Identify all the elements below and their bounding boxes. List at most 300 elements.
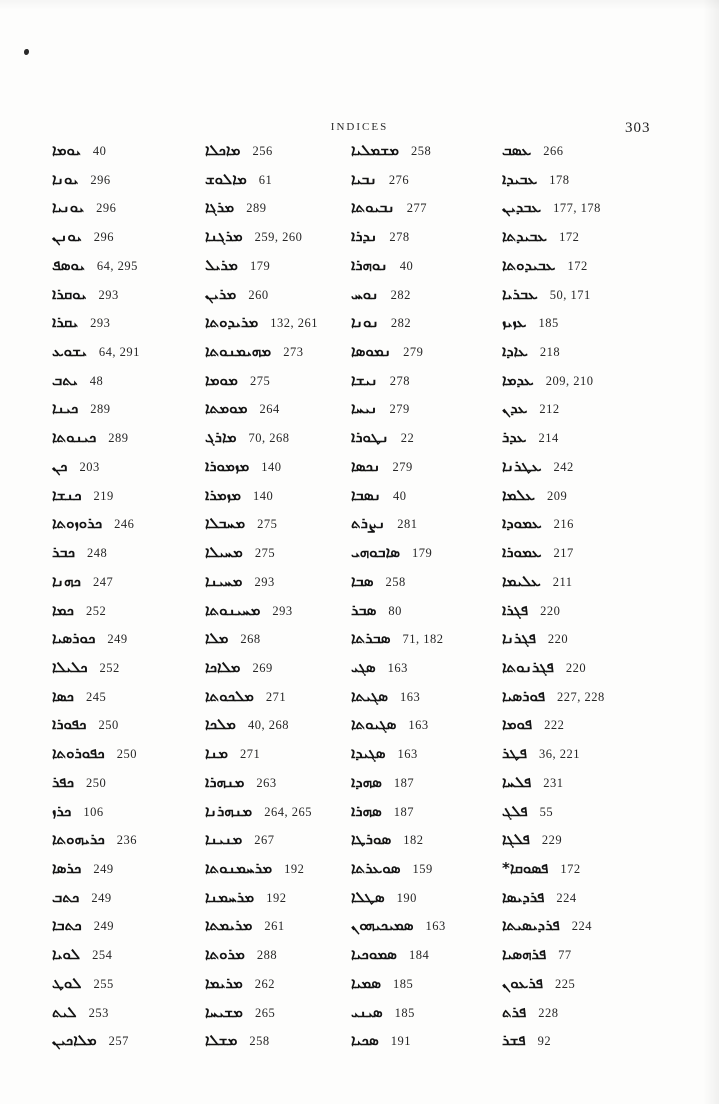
index-entry <box>52 313 202 342</box>
index-entry <box>205 486 353 515</box>
syriac-word: ܢܨܪܬ <box>351 514 386 533</box>
page-refs: 228 <box>538 1005 559 1020</box>
index-entry <box>205 371 353 400</box>
syriac-word: ܡܐܠܘܫ <box>205 169 247 188</box>
page-refs: 48 <box>89 373 104 388</box>
syriac-word: ܡܢܗܪܐ <box>205 772 245 791</box>
syriac-word: ܝܫܘܥ <box>52 342 87 361</box>
index-entry <box>351 658 499 687</box>
page-refs: 163 <box>408 718 429 733</box>
page-refs: 209, 210 <box>545 373 594 388</box>
page-refs: 224 <box>571 919 592 934</box>
syriac-word: ܝܘܢܢ <box>52 227 82 246</box>
syriac-word: ܦܪܬ <box>502 1002 527 1021</box>
page-refs: 220 <box>540 603 561 618</box>
syriac-word: ܢܘܚ <box>351 284 379 303</box>
page-refs: 224 <box>556 890 577 905</box>
syriac-word: ܟܬܒ <box>52 887 80 906</box>
page-refs: 265 <box>254 1005 276 1020</box>
index-entry <box>52 170 202 199</box>
syriac-word: ܥܠܡܐ <box>502 485 536 504</box>
syriac-word: ܥܙܝܙ <box>502 313 527 332</box>
syriac-word: ܢܟܣܐ <box>351 456 381 475</box>
syriac-word: ܦܓܪܐ <box>502 600 529 619</box>
page-refs: 245 <box>85 689 107 704</box>
index-entry <box>52 141 202 170</box>
syriac-word: ܡܘܡܬܐ <box>205 399 248 418</box>
page-refs: 185 <box>394 1005 415 1020</box>
page-refs: 289 <box>90 402 111 417</box>
index-entry <box>205 313 353 342</box>
page-refs: 192 <box>284 861 305 876</box>
index-entry <box>205 543 353 572</box>
syriac-word: ܣܗܕܐ <box>351 772 382 791</box>
page-refs: 163 <box>397 747 418 762</box>
syriac-word: ܣܓܝܕܐ <box>351 744 386 763</box>
syriac-word: ܡܪܘܬܐ <box>205 945 245 964</box>
syriac-word: ܢܝܚܐ <box>351 399 378 418</box>
index-entry <box>351 428 499 457</box>
index-entry <box>52 198 202 227</box>
index-entry <box>502 916 672 945</box>
index-entry <box>52 572 202 601</box>
index-column-2 <box>205 141 353 1060</box>
index-entry <box>52 543 202 572</box>
page-refs: 258 <box>249 1034 270 1049</box>
syriac-word: ܦܪܥܘܢ <box>502 973 543 992</box>
index-entry <box>52 859 202 888</box>
page-refs: 220 <box>547 632 569 647</box>
page-refs: 266 <box>543 144 564 158</box>
page-refs: 252 <box>85 603 107 618</box>
index-entry <box>502 285 672 314</box>
syriac-word: ܟܘܪܣܝܐ <box>52 629 96 648</box>
syriac-word: ܡܚܝܢܘܬܐ <box>205 600 261 619</box>
index-entry <box>502 342 672 371</box>
page-refs: 203 <box>79 459 100 474</box>
page-refs: 293 <box>254 574 275 589</box>
syriac-word: ܡܠܟܘܬܐ <box>205 686 254 705</box>
page-refs: 163 <box>425 919 446 934</box>
syriac-word: ܟܢܫܐ <box>52 485 82 504</box>
page-refs: 214 <box>538 431 559 446</box>
index-entry <box>351 198 499 227</box>
scan-edge-shading-top <box>0 0 719 10</box>
page-refs: 222 <box>544 718 565 733</box>
page-refs: 220 <box>565 660 587 675</box>
index-entry <box>205 974 353 1003</box>
syriac-word: ܣܡܝܟܝܗܘܢ <box>351 916 414 935</box>
syriac-word: ܥܒܕܝܢ <box>502 198 542 217</box>
page-refs: 36, 221 <box>538 747 580 762</box>
index-entry <box>502 945 672 974</box>
page-refs: 289 <box>108 431 129 446</box>
page-refs: 163 <box>400 689 421 704</box>
index-entry <box>205 1003 353 1032</box>
index-entry <box>52 888 202 917</box>
index-entry <box>205 256 353 285</box>
index-entry <box>205 428 353 457</box>
syriac-word: ܟܪܙ <box>52 801 72 820</box>
page-number: 303 <box>625 120 651 136</box>
syriac-word: ܣܒܐ <box>351 571 374 590</box>
index-entry <box>351 1003 499 1032</box>
index-entry <box>205 629 353 658</box>
page-refs: 40 <box>92 144 107 158</box>
syriac-word: ܣܛܠܐ <box>351 887 385 906</box>
page-refs: 279 <box>392 459 413 474</box>
page-refs: 268 <box>240 632 261 647</box>
syriac-word: ܣܒܪܬܐ <box>351 629 391 648</box>
page-refs: 261 <box>264 919 285 934</box>
syriac-word: ܡܪܝܡܬܐ <box>205 916 253 935</box>
index-entry <box>205 514 353 543</box>
syriac-word: ܣܡܘܟܝܐ <box>351 945 397 964</box>
page-refs: 192 <box>266 890 287 905</box>
page-refs: 55 <box>539 804 554 819</box>
index-entry <box>351 916 499 945</box>
page-refs: 190 <box>396 890 417 905</box>
index-entry <box>351 572 499 601</box>
page-refs: 271 <box>265 689 287 704</box>
index-entry <box>502 658 672 687</box>
index-entry <box>502 888 672 917</box>
page-refs: 187 <box>393 804 415 819</box>
page-refs: 40, 268 <box>247 718 289 733</box>
syriac-word: ܟܪܣܐ <box>52 858 82 877</box>
index-entry <box>502 744 672 773</box>
index-entry <box>502 715 672 744</box>
syriac-word: ܝܘܢܐ <box>52 169 79 188</box>
syriac-word: ܥܒܝܕܐ <box>502 169 538 188</box>
index-entry <box>52 601 202 630</box>
page-refs: 273 <box>283 345 304 360</box>
page-refs: 22 <box>400 431 415 446</box>
syriac-word: ܦܛܪ <box>502 744 527 763</box>
syriac-word: ܟܪܝܗܘܬܐ <box>52 830 105 849</box>
index-entry <box>502 371 672 400</box>
syriac-word: ܥܒܝܕܬܐ <box>502 227 548 246</box>
syriac-word: ܝܩܪܐ <box>52 313 79 332</box>
index-entry <box>52 715 202 744</box>
syriac-word: ܣܒܪ <box>351 600 377 619</box>
index-entry <box>351 830 499 859</box>
syriac-word: ܥܐܕܐ <box>502 342 528 361</box>
page-title: INDICES <box>330 121 389 133</box>
page-refs: 172 <box>567 258 588 273</box>
syriac-word: ܢܛܘܪܐ <box>351 428 389 447</box>
page-refs: 236 <box>116 833 138 848</box>
index-entry <box>52 629 202 658</box>
syriac-word: ܦܪܗܣܝܐ <box>502 945 547 964</box>
index-entry <box>351 802 499 831</box>
page-refs: 278 <box>389 230 410 245</box>
index-entry <box>52 744 202 773</box>
index-entry <box>205 285 353 314</box>
syriac-word: ܡܪܓܢܐ <box>205 227 243 246</box>
index-entry <box>52 486 202 515</box>
syriac-word: ܟܢ <box>52 456 68 475</box>
syriac-word: ܡܙܡܘܪܐ <box>205 456 250 475</box>
index-column-1 <box>52 141 202 1060</box>
index-entry <box>502 1003 672 1032</box>
index-entry <box>205 658 353 687</box>
index-entry <box>351 256 499 285</box>
page-refs: 227, 228 <box>557 689 605 704</box>
syriac-word: ܣܘܥܪܬܐ <box>351 858 401 877</box>
syriac-word: ܠܘܛ <box>52 973 82 992</box>
index-entry <box>52 830 202 859</box>
syriac-word: ܣܗܪܐ <box>351 801 382 820</box>
index-entry <box>502 514 672 543</box>
page-refs: 92 <box>537 1034 552 1049</box>
page-refs: 70, 268 <box>248 431 290 446</box>
syriac-word: ܡܢܐ <box>205 744 229 763</box>
syriac-word: ܠܝܬ <box>52 1002 77 1021</box>
page-refs: 187 <box>393 775 415 790</box>
page-refs: 249 <box>93 919 114 934</box>
page-refs: 257 <box>108 1034 129 1049</box>
index-entry <box>502 572 672 601</box>
index-entry <box>351 486 499 515</box>
syriac-word: ܡܪܚܡܢܐ <box>205 887 255 906</box>
index-entry <box>205 1031 353 1060</box>
syriac-word: ܡܚܝܢܐ <box>205 571 243 590</box>
index-entry <box>52 514 202 543</box>
page-refs: 40 <box>399 258 414 273</box>
syriac-word: ܥܒܝܕܘܬܐ <box>502 255 556 274</box>
page-refs: 296 <box>93 230 114 245</box>
syriac-word: ܣܡܝܐ <box>351 973 382 992</box>
page-refs: 282 <box>390 287 411 302</box>
index-entry <box>351 744 499 773</box>
page-refs: 61 <box>258 172 273 187</box>
index-entry <box>351 170 499 199</box>
index-entry <box>502 859 672 888</box>
syriac-word: ܦܘܪܣܝܐ <box>502 686 546 705</box>
page-refs: 246 <box>114 517 135 532</box>
index-entry <box>205 830 353 859</box>
page-refs: 229 <box>541 833 563 848</box>
page-refs: 140 <box>253 488 274 503</box>
index-entry <box>502 687 672 716</box>
page-refs: 247 <box>92 574 114 589</box>
page-refs: 106 <box>83 804 104 819</box>
page-refs: 293 <box>272 603 293 618</box>
syriac-word: ܡܙܡܪܐ <box>205 485 242 504</box>
page-refs: 250 <box>116 747 137 762</box>
index-entry <box>502 256 672 285</box>
syriac-word: ܝܬܒ <box>52 370 78 389</box>
syriac-word: ܟܦܘܪܐ <box>52 715 87 734</box>
index-entry <box>502 227 672 256</box>
page-refs: 256 <box>252 144 273 158</box>
index-entry <box>502 457 672 486</box>
syriac-word: ܟܣܐ <box>52 686 74 705</box>
index-entry <box>52 687 202 716</box>
page-refs: 259, 260 <box>254 230 303 245</box>
syriac-word: ܡܐܪܓ <box>205 428 237 447</box>
index-entry <box>502 802 672 831</box>
syriac-word: ܢܒܝܐ <box>351 169 377 188</box>
page-refs: 264 <box>259 402 280 417</box>
index-entry <box>502 428 672 457</box>
page-refs: 216 <box>553 517 574 532</box>
page-refs: 255 <box>93 976 114 991</box>
syriac-word: ܟܝܢܘܬܐ <box>52 428 97 447</box>
syriac-word: ܥܠܝܡܐ <box>502 571 541 590</box>
index-entry <box>351 141 499 170</box>
index-entry <box>351 543 499 572</box>
index-entry <box>502 170 672 199</box>
index-entry <box>351 227 499 256</box>
page-refs: 179 <box>249 258 271 273</box>
page-refs: 293 <box>98 287 119 302</box>
page-refs: 80 <box>388 603 402 618</box>
syriac-word: ܡܢܗܪܢܐ <box>205 801 253 820</box>
syriac-word: ܥܕܡܐ <box>502 370 534 389</box>
page-refs: 249 <box>91 890 112 905</box>
syriac-word: ܢܘܢܐ <box>351 313 379 332</box>
page-refs: 40 <box>392 488 407 503</box>
index-entry <box>502 974 672 1003</box>
syriac-word: ܢܡܘܣܐ <box>351 342 392 361</box>
index-column-3 <box>351 141 499 1060</box>
index-entry <box>351 715 499 744</box>
index-entry <box>52 945 202 974</box>
index-entry <box>52 399 202 428</box>
index-entry <box>351 773 499 802</box>
page-refs: 218 <box>539 345 561 360</box>
syriac-word: ܥܣܒ <box>502 141 532 159</box>
page-refs: 264, 265 <box>264 804 312 819</box>
page-refs: 250 <box>86 775 107 790</box>
page-refs: 249 <box>107 632 128 647</box>
syriac-word: ܦܠܚܐ <box>502 772 532 791</box>
index-entry <box>351 514 499 543</box>
syriac-word: ܡܢܝܢܐ <box>205 830 243 849</box>
index-entry <box>52 974 202 1003</box>
syriac-word: ܡܪܝܕܘܬܐ <box>205 313 259 332</box>
index-entry <box>52 1031 202 1060</box>
index-entry <box>351 342 499 371</box>
index-entry <box>205 859 353 888</box>
index-entry <box>502 543 672 572</box>
page-refs: 289 <box>246 201 267 216</box>
page-refs: 217 <box>553 546 574 561</box>
index-entry <box>351 399 499 428</box>
index-entry <box>205 916 353 945</box>
index-entry <box>205 715 353 744</box>
page-refs: 253 <box>88 1005 109 1020</box>
syriac-word: ܡܚܒܠܐ <box>205 514 246 533</box>
syriac-word: ܣܟܝܐ <box>351 1031 379 1050</box>
index-entry <box>205 399 353 428</box>
syriac-word: ܡܪܚܡܢܘܬܐ <box>205 858 273 877</box>
index-entry <box>502 313 672 342</box>
scan-edge-shading-right <box>703 0 719 1104</box>
page-refs: 242 <box>553 459 574 474</box>
index-entry <box>502 601 672 630</box>
index-entry <box>52 428 202 457</box>
syriac-word: ܦܫܪ <box>502 1031 526 1050</box>
page-refs: 249 <box>93 861 114 876</box>
index-entry <box>502 198 672 227</box>
syriac-word: ܦܓܪܢܐ <box>502 629 536 648</box>
syriac-word: ܝܘܡܐ <box>52 141 81 159</box>
index-entry <box>351 1031 499 1060</box>
page-refs: 172 <box>560 861 581 876</box>
syriac-word: ܡܫܝܚܐ <box>205 1002 243 1021</box>
index-entry <box>351 313 499 342</box>
page-refs: 185 <box>393 976 414 991</box>
index-entry <box>351 629 499 658</box>
page-refs: 288 <box>256 948 278 963</box>
page-refs: 275 <box>249 373 271 388</box>
page-refs: 262 <box>254 976 276 991</box>
page-refs: 271 <box>240 747 261 762</box>
index-entry <box>205 572 353 601</box>
syriac-word: ܣܓܝ <box>351 657 376 676</box>
syriac-word: ܢܒܝܘܬܐ <box>351 198 395 217</box>
index-entry <box>502 1031 672 1060</box>
syriac-word: ܟܡܐ <box>52 600 74 619</box>
page-refs: 293 <box>90 316 111 331</box>
syriac-word: ܥܕܢ <box>502 399 528 418</box>
page-refs: 163 <box>387 660 408 675</box>
page-refs: 179 <box>411 546 433 561</box>
page-refs: 269 <box>252 660 273 675</box>
syriac-word: ܦܪܕܝܣܝܬܐ <box>502 916 560 935</box>
syriac-word: ܡܪܝܡܐ <box>205 973 243 992</box>
index-entry <box>502 830 672 859</box>
syriac-word: ܡܠܐܟܝܢ <box>52 1031 97 1050</box>
index-entry <box>205 457 353 486</box>
index-entry <box>205 744 353 773</box>
syriac-word: ܥܡܘܕܐ <box>502 514 542 533</box>
index-entry <box>52 658 202 687</box>
syriac-word: ܡܫܠܐ <box>205 1031 238 1050</box>
index-entry <box>205 227 353 256</box>
syriac-word: ܥܒܪܝܐ <box>502 284 538 303</box>
syriac-word: ܟܠܝܠܐ <box>52 657 88 676</box>
scan-artifact-speck <box>24 49 29 55</box>
index-entry <box>205 170 353 199</box>
page-refs: 191 <box>390 1034 411 1049</box>
page-refs: 140 <box>261 459 282 474</box>
syriac-word: ܝܘܣܦ <box>52 255 85 274</box>
index-entry <box>351 687 499 716</box>
index-entry <box>52 457 202 486</box>
page-refs: 282 <box>390 316 412 331</box>
syriac-word: ܟܝܢܐ <box>52 399 79 418</box>
syriac-word: ܣܐܒܘܗܝ <box>351 543 400 562</box>
page-refs: 296 <box>90 172 111 187</box>
page-refs: 64, 291 <box>98 345 140 360</box>
syriac-word: ܥܕܪ <box>502 428 527 447</box>
index-entry <box>351 945 499 974</box>
index-entry <box>52 371 202 400</box>
syriac-word: ܡܐܟܠܐ <box>205 141 241 159</box>
index-entry <box>502 773 672 802</box>
index-entry <box>52 342 202 371</box>
index-entry <box>351 974 499 1003</box>
syriac-word: ܦܘܡܐ <box>502 715 533 734</box>
syriac-word: ܝܘܢܝܐ <box>52 198 85 217</box>
index-entry <box>205 141 353 170</box>
syriac-word: ܟܦܘܪܘܬܐ <box>52 744 105 763</box>
page-refs: 248 <box>87 546 108 561</box>
